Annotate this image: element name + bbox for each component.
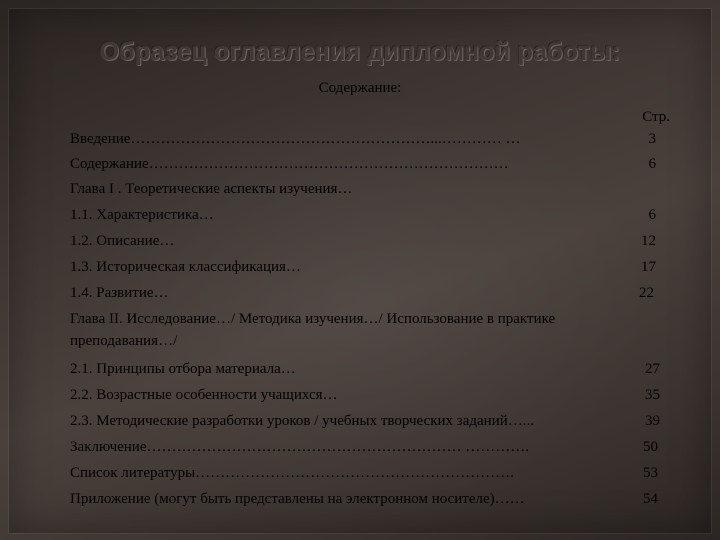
toc-entry-text: Глава I . Теоретические аспекты изучения… — [70, 181, 353, 197]
toc-entry-page: 3 — [648, 131, 656, 147]
page-column-header — [70, 106, 670, 128]
toc-entry-text: 1.2. Описание… — [70, 233, 175, 249]
toc-entry-text: Список литературы………………………………………………………. — [70, 465, 514, 481]
toc-entry — [70, 436, 670, 458]
toc-entry-text: Введение……………………………………………………...………… … — [70, 131, 521, 147]
toc-entry — [70, 178, 670, 200]
toc-entry — [70, 384, 670, 406]
toc-entry-text: Глава II. Исследование…/ Методика изучения…/ Использование в практике — [70, 311, 556, 327]
toc-entry — [70, 230, 670, 252]
toc-entry-text: 1.1. Характеристика… — [70, 207, 214, 223]
toc-entry-page: 35 — [645, 387, 660, 403]
toc-entry-text: Приложение (могут быть представлены на электронном носителе)…… — [70, 491, 525, 507]
toc-entry — [70, 308, 670, 330]
toc-entry-page: 6 — [648, 207, 656, 223]
toc-entry — [70, 330, 670, 352]
toc-entry-text: 1.3. Историческая классификация… — [70, 259, 301, 275]
toc-entry — [70, 410, 670, 432]
toc-entry-text: 1.4. Развитие… — [70, 285, 169, 301]
page-column-label: Стр. — [642, 109, 670, 125]
toc-entry-page: 54 — [643, 491, 658, 507]
toc-entry-text: 2.2. Возрастные особенности учащихся… — [70, 387, 338, 403]
toc-entry-text: преподавания…/ — [70, 333, 178, 349]
toc-entry — [70, 282, 670, 304]
toc-entry — [70, 204, 670, 226]
toc-entry-page: 50 — [643, 439, 658, 455]
toc-entry — [70, 128, 670, 150]
toc-entry-page: 22 — [639, 285, 654, 301]
toc-entry — [70, 358, 670, 380]
toc-entry — [70, 153, 670, 175]
toc-entry — [70, 488, 670, 510]
toc-entry-page: 53 — [643, 465, 658, 481]
toc-entry-page: 12 — [641, 233, 656, 249]
toc-entry-page: 39 — [645, 413, 660, 429]
toc-entry-page: 17 — [641, 259, 656, 275]
toc-entry-text: 2.1. Принципы отбора материала… — [70, 361, 296, 377]
toc-entry — [70, 462, 670, 484]
toc-entry-text: 2.3. Методические разработки уроков / учебных творческих заданий…... — [70, 413, 535, 429]
toc-entry-text: Заключение……………………………………………………… …………. — [70, 439, 529, 455]
toc-entry-text: Содержание……………………………………………………………… — [70, 156, 509, 172]
slide-title: Образец оглавления дипломной работы: — [99, 38, 621, 66]
toc-entry — [70, 256, 670, 278]
toc-entry-page: 6 — [648, 156, 656, 172]
contents-heading: Содержание: — [318, 80, 402, 96]
toc-entry-page: 27 — [645, 361, 660, 377]
